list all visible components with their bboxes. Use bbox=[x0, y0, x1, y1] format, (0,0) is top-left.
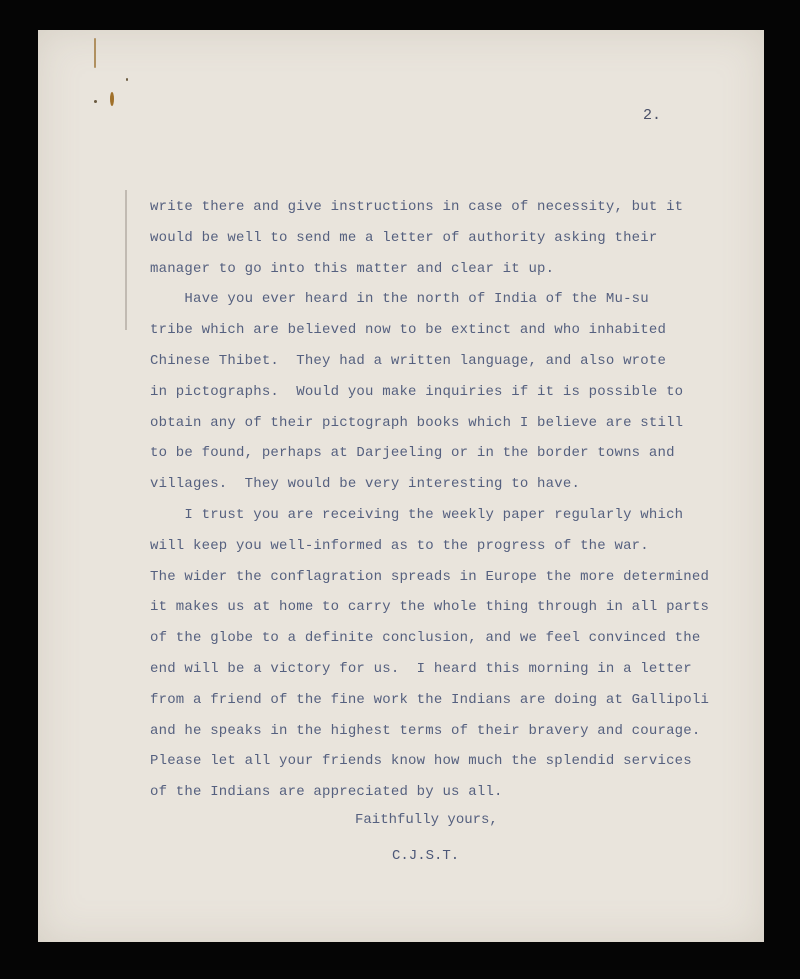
text-line: to be found, perhaps at Darjeeling or in the border towns and bbox=[150, 445, 675, 462]
text-line: will keep you well-informed as to the progress of the war. bbox=[150, 537, 649, 554]
text-line: from a friend of the fine work the Indians are doing at Gallipoli bbox=[150, 691, 710, 708]
text-line: Please let all your friends know how much the splendid services bbox=[150, 753, 692, 770]
paper-speck bbox=[126, 78, 128, 81]
text-line: and he speaks in the highest terms of their bravery and courage. bbox=[150, 722, 701, 739]
letter-body bbox=[150, 192, 709, 808]
signature-initials: C.J.S.T. bbox=[392, 848, 460, 864]
text-line: Chinese Thibet. They had a written language, and also wrote bbox=[150, 352, 667, 369]
text-line: it makes us at home to carry the whole thing through in all parts bbox=[150, 599, 710, 616]
paper-speck bbox=[110, 92, 114, 106]
text-line: in pictographs. Would you make inquiries if it is possible to bbox=[150, 383, 684, 400]
text-line: of the Indians are appreciated by us all. bbox=[150, 784, 503, 801]
text-line: of the globe to a definite conclusion, and we feel convinced the bbox=[150, 630, 701, 647]
text-line: manager to go into this matter and clear it up. bbox=[150, 260, 555, 277]
text-line: tribe which are believed now to be extinct and who inhabited bbox=[150, 322, 667, 339]
text-line: Have you ever heard in the north of India of the Mu-su bbox=[150, 291, 649, 308]
text-line: I trust you are receiving the weekly paper regularly which bbox=[150, 506, 684, 523]
text-line: obtain any of their pictograph books which I believe are still bbox=[150, 414, 684, 431]
closing-salutation: Faithfully yours, bbox=[355, 812, 498, 828]
paper-speck bbox=[94, 38, 96, 68]
text-line: write there and give instructions in case of necessity, but it bbox=[150, 199, 684, 215]
text-line: end will be a victory for us. I heard this morning in a letter bbox=[150, 660, 692, 677]
text-line: The wider the conflagration spreads in Europe the more determined bbox=[150, 568, 710, 585]
page-number: 2. bbox=[643, 107, 662, 124]
text-line: would be well to send me a letter of authority asking their bbox=[150, 229, 658, 246]
paper-speck bbox=[94, 100, 97, 103]
margin-mark bbox=[125, 190, 127, 330]
text-line: villages. They would be very interesting to have. bbox=[150, 476, 581, 493]
